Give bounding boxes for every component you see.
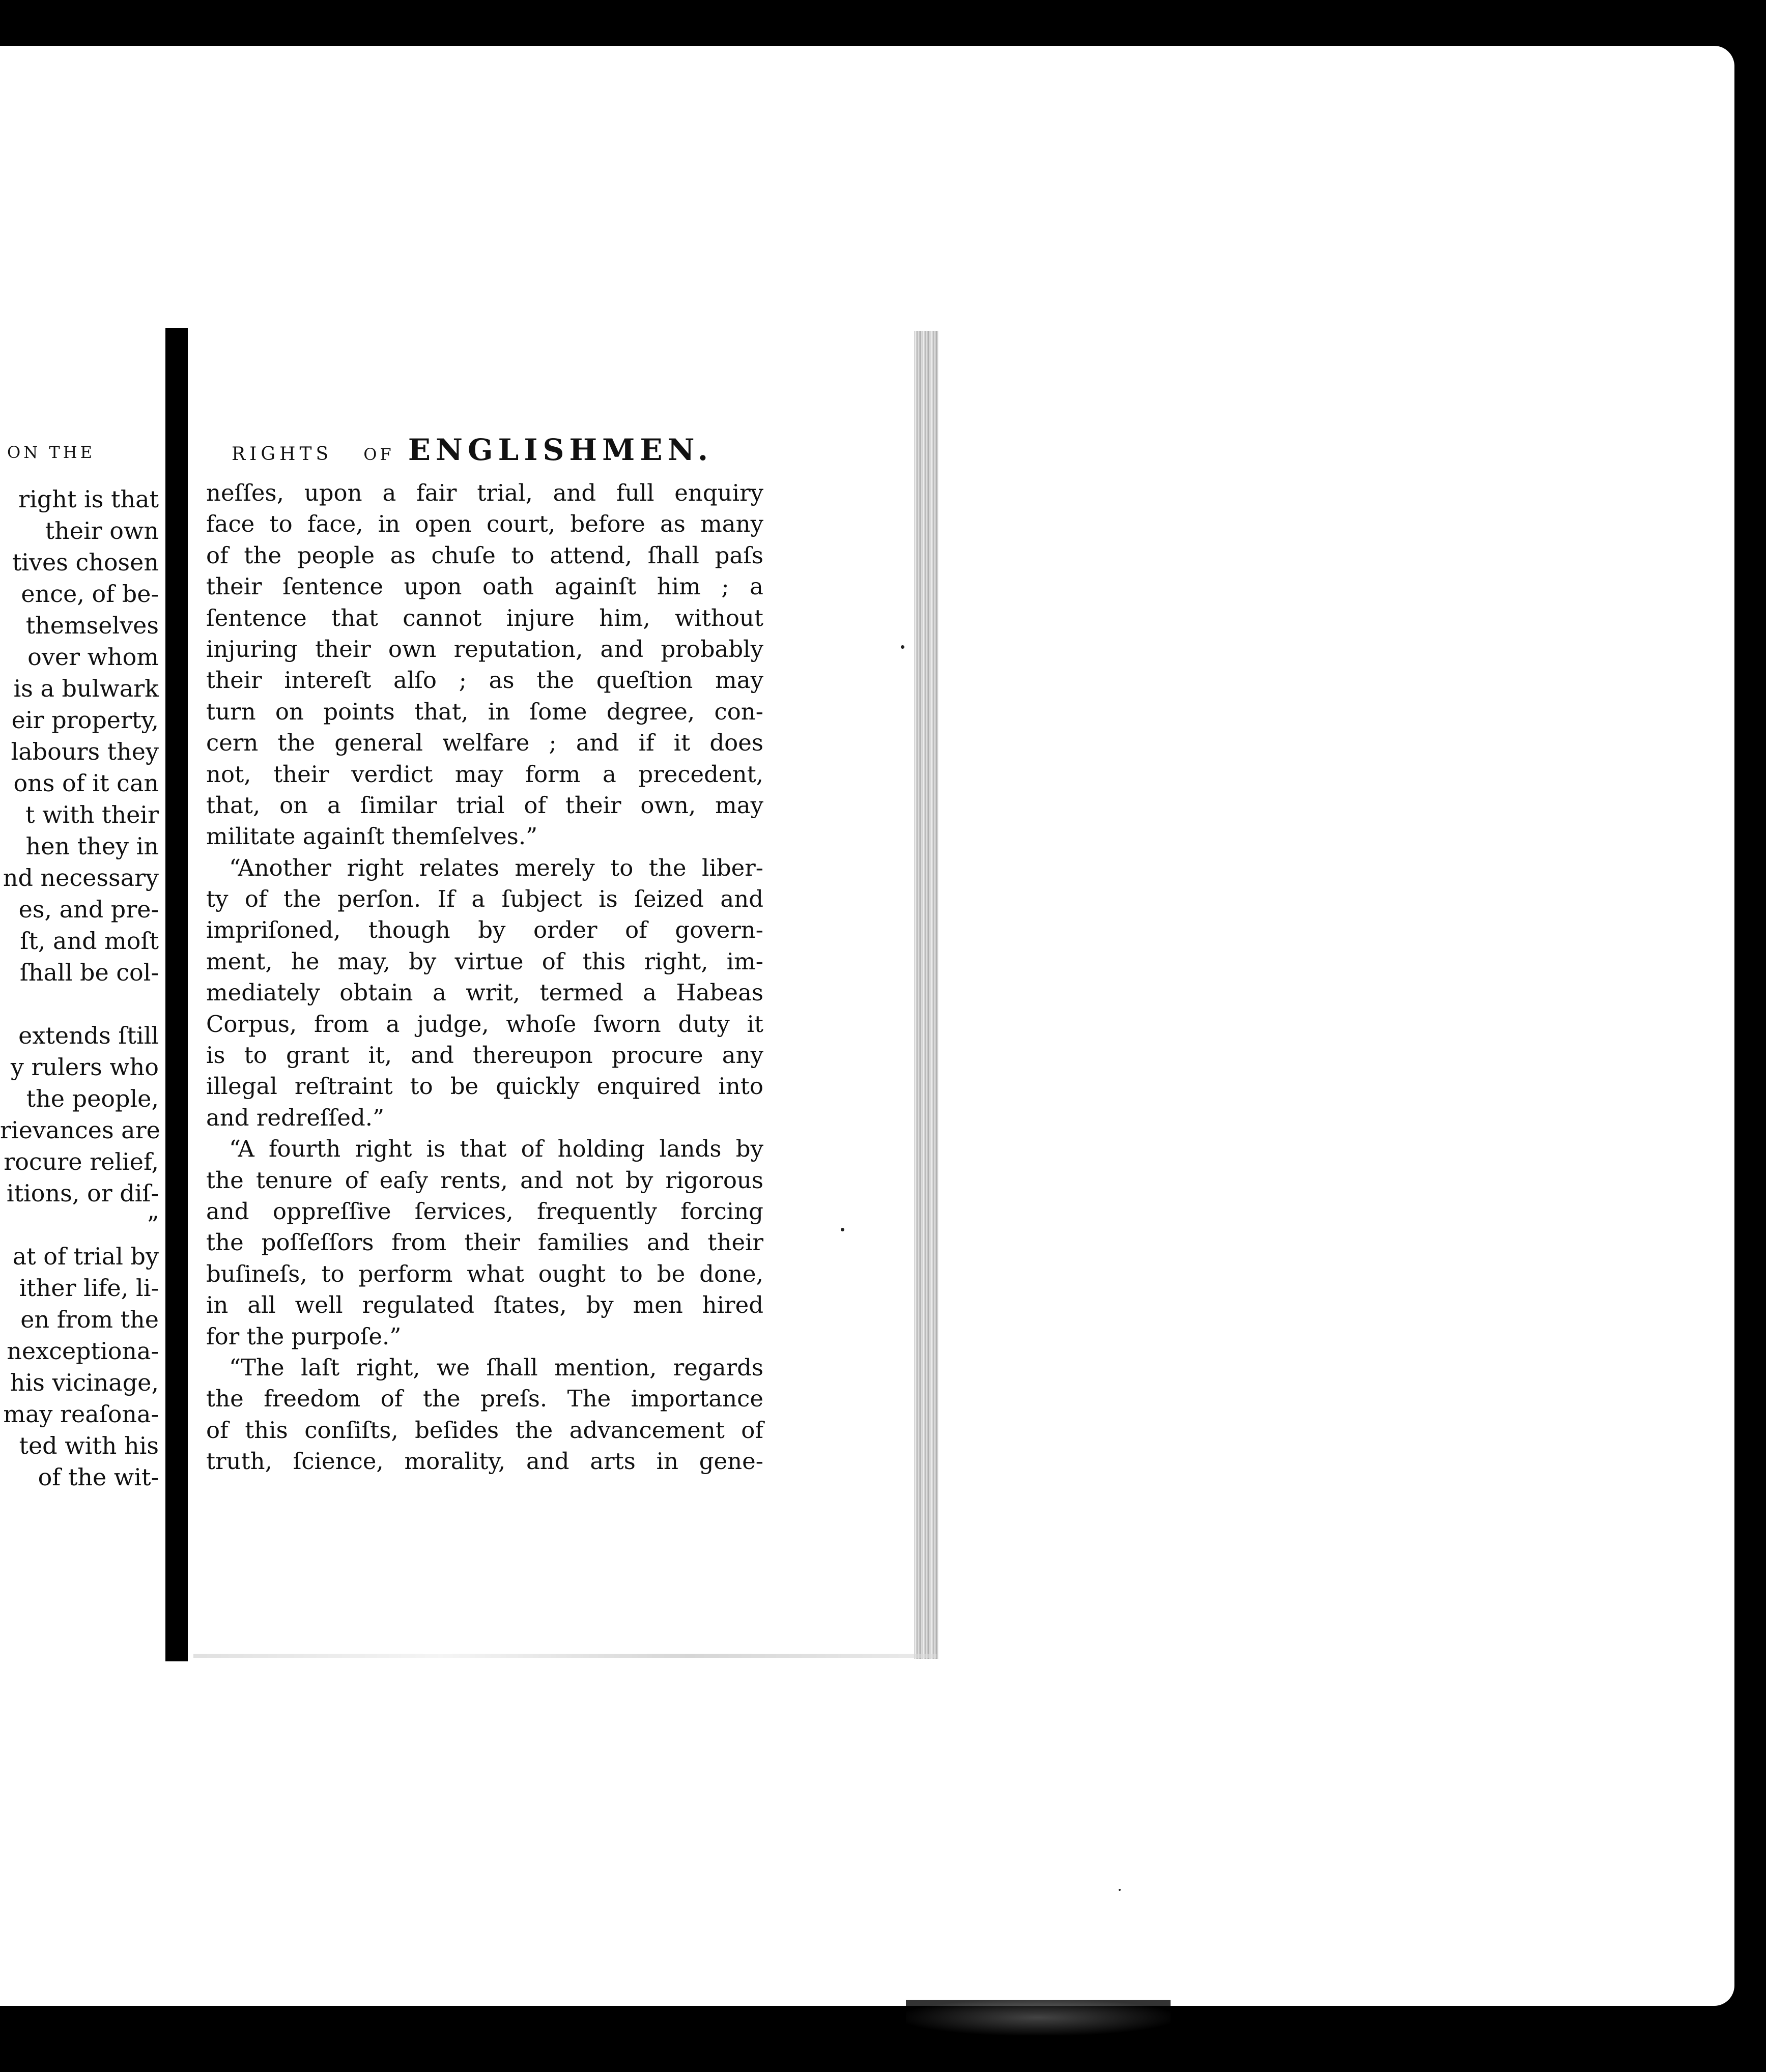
text-line: buſineſs, to perform what ought to be done, xyxy=(206,1260,763,1287)
text-line: “A fourth right is that of holding lands by xyxy=(229,1135,763,1163)
text-line: “Another right relates merely to the liber- xyxy=(229,854,763,881)
text-line: of the people as chuſe to attend, ſhall paſs xyxy=(206,541,763,569)
left-text-line: hen they in xyxy=(25,832,159,860)
text-line: the poſſeſſors from their families and their xyxy=(206,1229,763,1256)
running-head xyxy=(232,433,713,468)
left-text-line: at of trial by xyxy=(12,1243,159,1270)
text-line: in all well regulated ſtates, by men hired xyxy=(206,1291,763,1319)
page-body xyxy=(206,477,763,1477)
left-text-line: ſt, and moſt xyxy=(20,927,159,955)
left-text-line: the people, xyxy=(26,1085,159,1112)
left-page-lines xyxy=(0,483,159,1493)
text-line: that, on a ſimilar trial of their own, may xyxy=(206,791,763,819)
left-text-line: ence, of be- xyxy=(21,580,159,608)
text-line: “The laſt right, we ſhall mention, regards xyxy=(229,1354,763,1381)
left-text-line: ither life, li- xyxy=(19,1274,159,1302)
text-line: ment, he may, by virtue of this right, im- xyxy=(206,947,763,975)
text-line: the tenure of eaſy rents, and not by rigorous xyxy=(206,1166,763,1194)
text-line: ty of the perſon. If a ſubject is ſeized and xyxy=(206,885,763,913)
left-text-line: right is that xyxy=(18,485,159,513)
left-text-line: itions, or diſ- xyxy=(6,1179,159,1207)
page-fore-edge xyxy=(914,331,938,1659)
text-line: is to grant it, and thereupon procure any xyxy=(206,1042,763,1069)
text-line: impriſoned, though by order of govern- xyxy=(206,916,763,944)
running-head-of: OF xyxy=(363,445,394,464)
left-text-line: over whom xyxy=(27,643,159,671)
left-text-line: eir property, xyxy=(11,706,159,734)
text-line: turn on points that, in ſome degree, con- xyxy=(206,698,763,725)
left-text-line: of the wit- xyxy=(38,1463,159,1491)
left-text-line: their own xyxy=(45,517,159,544)
left-text-line: ” xyxy=(147,1211,159,1239)
left-text-line: extends ſtill xyxy=(18,1022,159,1049)
left-text-line: rievances are xyxy=(0,1116,160,1144)
scan-speck xyxy=(1119,1889,1121,1891)
text-line: for the purpoſe.” xyxy=(206,1322,402,1350)
left-page-fragment xyxy=(0,433,162,1552)
left-text-line: nexceptiona- xyxy=(7,1337,159,1365)
text-line: truth, ſcience, morality, and arts in gene- xyxy=(206,1448,763,1475)
text-line: their ſentence upon oath againſt him ; a xyxy=(206,573,763,600)
text-line: not, their verdict may form a precedent, xyxy=(206,760,763,788)
text-line: mediately obtain a writ, termed a Habeas xyxy=(206,979,763,1006)
running-head-rights: RIGHTS xyxy=(232,444,333,465)
text-line: the freedom of the preſs. The importance xyxy=(206,1385,763,1413)
text-line: ſentence that cannot injure him, without xyxy=(206,604,763,631)
text-line: face to face, in open court, before as many xyxy=(206,510,763,538)
scan-speck xyxy=(901,645,904,649)
left-text-line: may reaſona- xyxy=(3,1400,159,1428)
left-text-line: ſhall be col- xyxy=(19,959,159,986)
left-text-line: es, and pre- xyxy=(18,896,159,923)
text-line: Corpus, from a judge, whoſe ſworn duty it xyxy=(206,1010,763,1038)
text-line: neſſes, upon a fair trial, and full enquiry xyxy=(206,479,763,506)
scan-speck xyxy=(841,1228,844,1231)
left-text-line: themselves xyxy=(25,612,159,639)
text-line: their intereſt alſo ; as the queſtion may xyxy=(206,667,763,694)
left-text-line: tives chosen xyxy=(12,549,159,576)
left-text-line: his vicinage, xyxy=(10,1369,159,1396)
page-bottom-edge xyxy=(193,1654,936,1658)
left-text-line: nd necessary xyxy=(3,864,159,891)
left-text-line: labours they xyxy=(11,738,159,765)
running-head-englishmen: ENGLISHMEN. xyxy=(408,433,714,467)
text-line: and redreſſed.” xyxy=(206,1104,385,1131)
left-text-line: y rulers who xyxy=(10,1053,159,1081)
text-line: cern the general welfare ; and if it does xyxy=(206,729,763,757)
book-gutter xyxy=(165,328,188,1661)
left-text-line: en from the xyxy=(20,1306,159,1333)
text-line: illegal reſtraint to be quickly enquired into xyxy=(206,1073,763,1100)
left-text-line: t with their xyxy=(25,801,159,828)
text-line: injuring their own reputation, and probably xyxy=(206,635,763,663)
scan-smudge xyxy=(906,2000,1171,2035)
text-line: and oppreſſive ſervices, frequently forcing xyxy=(206,1197,763,1225)
left-running-head: ON THE xyxy=(7,443,96,462)
left-text-line xyxy=(0,988,159,1020)
left-text-line: ons of it can xyxy=(13,769,159,797)
left-text-line: rocure relief, xyxy=(4,1148,159,1175)
text-line: militate againſt themſelves.” xyxy=(206,823,538,850)
left-text-line: is a bulwark xyxy=(13,675,159,702)
text-line: of this conſiſts, beſides the advancement of xyxy=(206,1416,763,1444)
left-text-line: ted with his xyxy=(19,1432,159,1459)
